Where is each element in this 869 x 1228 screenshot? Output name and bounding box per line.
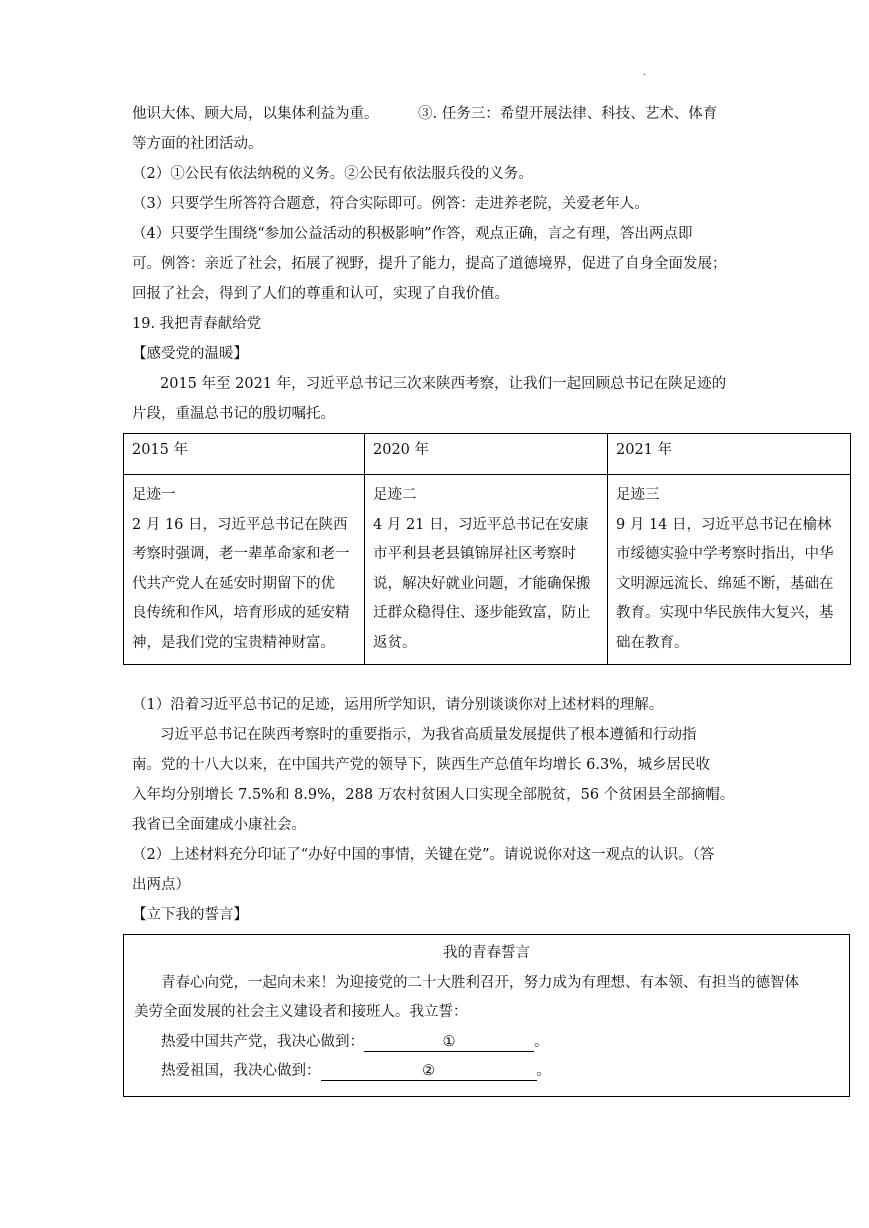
year-2021: 2021 年 bbox=[608, 434, 851, 475]
table-row bbox=[124, 475, 851, 665]
table-header-row bbox=[124, 434, 851, 475]
oath-row-1-label: 热爱中国共产党，我决心做到： bbox=[161, 1034, 364, 1050]
intro-line-1: 2015 年至 2021 年，习近平总书记三次来陕西考察，让我们一起回顾总书记在陕足迹的 bbox=[160, 376, 727, 392]
year-2020: 2020 年 bbox=[365, 434, 608, 475]
oath-row-2-label: 热爱祖国，我决心做到： bbox=[161, 1063, 321, 1079]
material-line-4: 我省已全面建成小康社会。 bbox=[132, 817, 306, 833]
footprint-1-text: 考察时强调，老一辈革命家和老一 bbox=[132, 546, 350, 562]
oath-body-2: 美劳全面发展的社会主义建设者和接班人。我立誓： bbox=[134, 1004, 468, 1020]
footprint-1-text: 良传统和作风，培育形成的延安精 bbox=[132, 605, 350, 621]
question-19-title: 19. 我把青春献给党 bbox=[132, 316, 262, 332]
oath-blank-2[interactable]: ② bbox=[321, 1062, 537, 1081]
footprint-3-title: 足迹三 bbox=[616, 487, 660, 503]
footprint-3-text: 市绥德实验中学考察时指出，中华 bbox=[616, 546, 834, 562]
footprint-1-text: 代共产党人在延安时期留下的优 bbox=[132, 575, 335, 592]
footprint-2-text: 迁群众稳得住、逐步能致富，防止 bbox=[373, 605, 591, 621]
footprint-3-cell bbox=[608, 475, 851, 665]
oath-box bbox=[123, 934, 850, 1097]
footprint-3-text: 9 月 14 日，习近平总书记在榆林 bbox=[616, 516, 832, 533]
oath-row-1 bbox=[161, 1032, 549, 1052]
footprint-2-cell bbox=[365, 475, 608, 665]
answer-part-3: （3）只要学生所答符合题意，符合实际即可。例答：走进养老院，关爱老年人。 bbox=[132, 196, 649, 212]
question-19-1: （1）沿着习近平总书记的足迹，运用所学知识，请分别谈谈你对上述材料的理解。 bbox=[132, 697, 664, 713]
answer-part-4-end: 回报了社会，得到了人们的尊重和认可，实现了自我价值。 bbox=[132, 286, 509, 302]
answer-task-three: ③. 任务三：希望开展法律、科技、艺术、体育 bbox=[418, 106, 718, 122]
footprint-2-text: 说，解决好就业问题，才能确保搬 bbox=[373, 575, 591, 592]
answer-part-4-cont: 可。例答：亲近了社会，拓展了视野，提升了能力，提高了道德境界，促进了自身全面发展； bbox=[132, 256, 727, 272]
intro-line-2: 片段，重温总书记的殷切嘱托。 bbox=[132, 406, 335, 422]
footprint-3-text: 教育。实现中华民族伟大复兴，基 bbox=[616, 605, 834, 621]
oath-row-2 bbox=[161, 1061, 551, 1081]
footprint-3-text: 文明源远流长、绵延不断，基础在 bbox=[616, 575, 834, 592]
year-2015: 2015 年 bbox=[124, 434, 365, 475]
footprint-1-text: 2 月 16 日，习近平总书记在陕西 bbox=[132, 516, 348, 533]
section-feel-warmth: 【感受党的温暖】 bbox=[132, 346, 248, 362]
answer-line-2: 等方面的社团活动。 bbox=[132, 136, 263, 152]
answer-part-4: （4）只要学生围绕“参加公益活动的积极影响”作答，观点正确，言之有理，答出两点即 bbox=[132, 226, 693, 242]
page-mark: · bbox=[643, 70, 647, 81]
footprint-1-text: 神，是我们党的宝贵精神财富。 bbox=[132, 634, 335, 651]
footprint-1-cell bbox=[124, 475, 365, 665]
answer-line-1: 他识大体、顾大局，以集体利益为重。 bbox=[132, 106, 379, 122]
material-line-2: 南。党的十八大以来，在中国共产党的领导下，陕西生产总值年均增长 6.3%，城乡居民收 bbox=[132, 757, 710, 773]
oath-blank-1[interactable]: ① bbox=[364, 1033, 534, 1052]
oath-row-1-end: 。 bbox=[534, 1034, 549, 1050]
oath-row-2-end: 。 bbox=[536, 1063, 551, 1079]
section-make-oath: 【立下我的誓言】 bbox=[132, 907, 248, 923]
oath-body-1: 青春心向党，一起向未来！为迎接党的二十大胜利召开，努力成为有理想、有本领、有担当的德智体 bbox=[161, 975, 799, 991]
question-19-2: （2）上述材料充分印证了“办好中国的事情，关键在党”。请说说你对这一观点的认识。（答 bbox=[132, 847, 715, 863]
material-line-1: 习近平总书记在陕西考察时的重要指示，为我省高质量发展提供了根本遵循和行动指 bbox=[160, 727, 697, 743]
answer-part-2: （2）①公民有依法纳税的义务。②公民有依法服兵役的义务。 bbox=[132, 166, 533, 182]
footprint-2-text: 返贫。 bbox=[373, 634, 417, 651]
footprints-table bbox=[123, 433, 851, 665]
footprint-2-text: 市平利县老县镇锦屏社区考察时 bbox=[373, 546, 576, 562]
footprint-3-text: 础在教育。 bbox=[616, 634, 689, 651]
oath-title: 我的青春誓言 bbox=[443, 945, 530, 961]
footprint-2-title: 足迹二 bbox=[373, 487, 417, 503]
material-line-3: 入年均分别增长 7.5%和 8.9%，288 万农村贫困人口实现全部脱贫，56 个贫困县全部摘帽。 bbox=[132, 787, 735, 803]
footprint-2-text: 4 月 21 日，习近平总书记在安康 bbox=[373, 516, 589, 533]
footprint-1-title: 足迹一 bbox=[132, 487, 176, 503]
question-19-2-cont: 出两点） bbox=[132, 877, 190, 893]
